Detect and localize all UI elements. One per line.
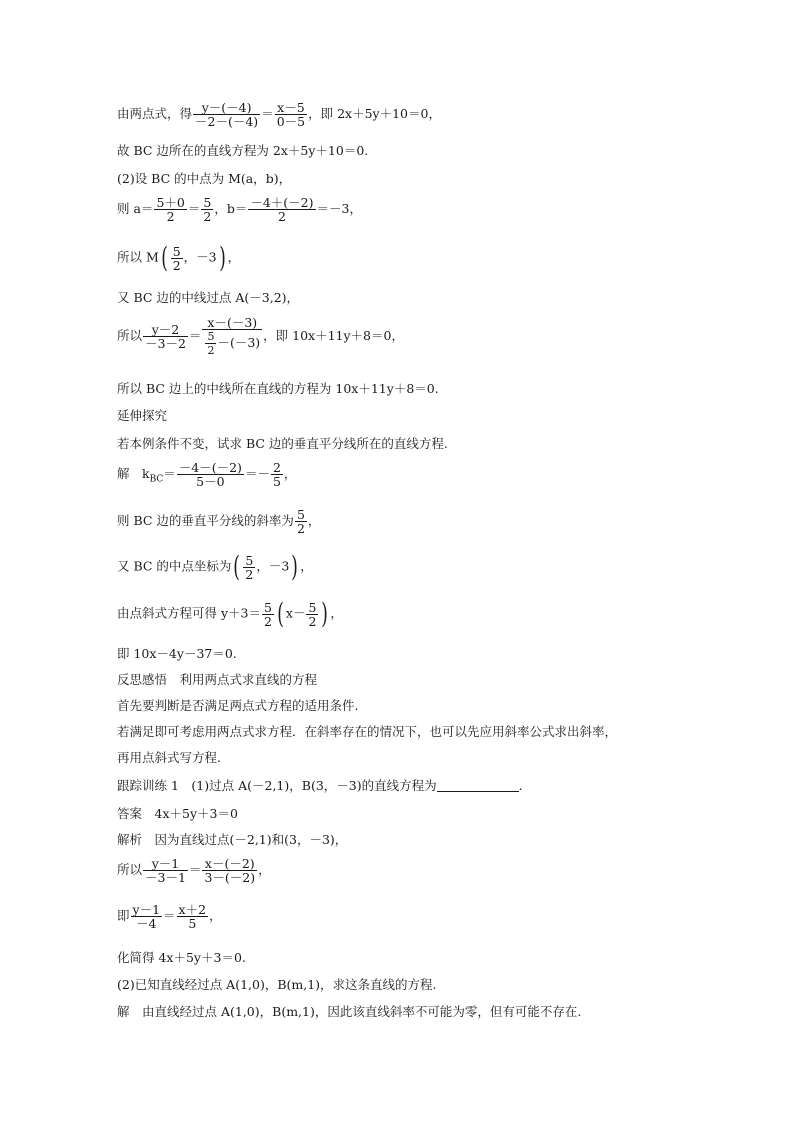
fraction bbox=[202, 857, 257, 884]
text: 又 BC 的中点坐标为 bbox=[117, 558, 232, 574]
numerator: 5＋0 bbox=[156, 195, 185, 210]
text: ，b＝ bbox=[214, 201, 248, 216]
fraction bbox=[306, 601, 318, 628]
denominator: 2 bbox=[296, 521, 305, 536]
denominator: 2 bbox=[203, 209, 212, 224]
text: 则 a＝ bbox=[117, 201, 154, 216]
right-paren: ) bbox=[218, 241, 226, 274]
text: ，－3 bbox=[183, 249, 217, 265]
text-line bbox=[117, 241, 241, 274]
text: 所以 bbox=[117, 328, 143, 343]
text-line bbox=[117, 461, 296, 488]
text-line: 答案 4x＋5y＋3＝0 bbox=[117, 806, 238, 821]
text: ＝ bbox=[188, 328, 202, 343]
denominator: 5－0 bbox=[196, 474, 225, 489]
text-line: 化简得 4x＋5y＋3＝0. bbox=[117, 950, 246, 965]
fraction bbox=[177, 461, 244, 488]
section-heading: 反思感悟 利用两点式求直线的方程 bbox=[117, 672, 318, 687]
numerator: 2 bbox=[272, 460, 281, 475]
numerator: 5 bbox=[245, 552, 254, 568]
text: ， bbox=[330, 605, 343, 621]
denominator: －4 bbox=[136, 916, 157, 931]
numerator: y－1 bbox=[132, 902, 161, 917]
text: 解 k bbox=[117, 466, 150, 481]
text: ， bbox=[209, 908, 222, 923]
fraction bbox=[201, 196, 213, 223]
text-line: 所以 BC 边上的中线所在直线的方程为 10x＋11y＋8＝0. bbox=[117, 381, 439, 396]
text-line: 首先要判断是否满足两点式方程的适用条件. bbox=[117, 698, 359, 713]
numerator: x＋2 bbox=[178, 902, 207, 917]
fraction bbox=[275, 101, 307, 128]
numerator: x－(－3) bbox=[202, 316, 262, 330]
text: 由两点式，得 bbox=[117, 106, 193, 121]
fraction bbox=[171, 245, 183, 272]
left-paren: ( bbox=[160, 241, 168, 274]
text: ，即 10x＋11y＋8＝0， bbox=[263, 328, 404, 343]
text: －(－3) bbox=[217, 335, 261, 350]
text-line bbox=[117, 508, 320, 535]
text: . bbox=[518, 778, 523, 793]
denominator: 2 bbox=[308, 613, 317, 629]
fraction bbox=[193, 101, 260, 128]
section-heading: 延伸探究 bbox=[117, 408, 168, 423]
text: ＝ bbox=[188, 862, 202, 877]
text-line: 又 BC 边的中线过点 A(－3,2)， bbox=[117, 290, 300, 305]
text: ＝ bbox=[163, 908, 176, 923]
denominator: 2 bbox=[166, 209, 175, 224]
text-line: (2)已知直线经过点 A(1,0)，B(m,1)，求这条直线的方程. bbox=[117, 977, 437, 992]
fraction bbox=[177, 903, 209, 930]
subscript: BC bbox=[149, 474, 164, 485]
fraction bbox=[248, 196, 315, 223]
text: ，－3 bbox=[256, 558, 290, 574]
denominator: －2－(－4) bbox=[195, 114, 259, 129]
left-paren: ( bbox=[233, 550, 241, 583]
text-line bbox=[117, 857, 271, 884]
right-paren: ) bbox=[291, 550, 299, 583]
text-line bbox=[117, 903, 222, 930]
numerator: 5 bbox=[203, 195, 212, 210]
text-line: 解析 因为直线过点(－2,1)和(3，－3)， bbox=[117, 832, 348, 847]
numerator: y－2 bbox=[143, 323, 188, 337]
numerator: －4－(－2) bbox=[178, 460, 242, 475]
denominator: 0－5 bbox=[276, 114, 306, 129]
text-line: 若本例条件不变，试求 BC 边的垂直平分线所在的直线方程. bbox=[117, 436, 448, 451]
text: 由点斜式方程可得 y＋3＝ bbox=[117, 605, 261, 621]
denominator: 5 bbox=[272, 474, 281, 489]
denominator: －3－1 bbox=[145, 870, 186, 885]
text-line bbox=[117, 101, 441, 128]
denominator: 2 bbox=[172, 257, 181, 273]
text: ＝ bbox=[261, 106, 274, 121]
denominator: 2 bbox=[245, 566, 254, 582]
fraction bbox=[143, 857, 188, 884]
text: 跟踪训练 1 (1)过点 A(－2,1)，B(3，－3)的直线方程为 bbox=[117, 778, 437, 793]
fraction bbox=[143, 323, 188, 350]
text: ，即 2x＋5y＋10＝0， bbox=[308, 106, 441, 121]
text: ， bbox=[283, 466, 297, 481]
fraction bbox=[262, 601, 274, 628]
numerator: －4＋(－2) bbox=[250, 195, 314, 210]
text-line bbox=[117, 196, 362, 223]
numerator: 5 bbox=[296, 507, 305, 522]
text-line: 即 10x－4y－37＝0. bbox=[117, 646, 237, 661]
numerator: 5 bbox=[207, 330, 215, 343]
denominator: －3－2 bbox=[145, 336, 186, 351]
numerator: y－1 bbox=[143, 857, 188, 871]
text-line: 解 由直线经过点 A(1,0)，B(m,1)，因此该直线斜率不可能为零，但有可能不存在. bbox=[117, 1004, 582, 1019]
denominator: 2 bbox=[264, 613, 272, 629]
fraction bbox=[271, 461, 283, 488]
fraction bbox=[205, 330, 216, 357]
text: ， bbox=[258, 862, 271, 877]
text-line bbox=[117, 778, 523, 794]
numerator: x－(－2) bbox=[202, 857, 257, 871]
text: ＝－ bbox=[244, 466, 270, 481]
numerator: y－(－4) bbox=[193, 101, 260, 115]
numerator: 5 bbox=[172, 243, 181, 259]
denominator: 5 bbox=[188, 916, 197, 931]
text: 所以 bbox=[117, 862, 143, 877]
text: ， bbox=[300, 558, 313, 574]
text: x－ bbox=[285, 605, 306, 621]
text: ＝－3， bbox=[316, 201, 362, 216]
text-line: (2)设 BC 的中点为 M(a，b)， bbox=[117, 171, 292, 186]
text-line: 故 BC 边所在的直线方程为 2x＋5y＋10＝0. bbox=[117, 143, 369, 158]
text: 则 BC 边的垂直平分线的斜率为 bbox=[117, 513, 294, 528]
fraction bbox=[131, 903, 163, 930]
text: ＝ bbox=[187, 201, 201, 216]
text-line bbox=[117, 316, 404, 357]
fraction bbox=[243, 554, 255, 581]
denominator: 3－(－2) bbox=[204, 870, 256, 885]
text-line: 再用点斜式写方程. bbox=[117, 750, 221, 765]
text-line: 若满足即可考虑用两点式求方程．在斜率存在的情况下，也可以先应用斜率公式求出斜率， bbox=[117, 724, 618, 739]
numerator: 5 bbox=[264, 599, 272, 615]
fraction bbox=[154, 196, 186, 223]
text: ， bbox=[307, 513, 321, 528]
answer-blank bbox=[437, 791, 519, 792]
denominator: 2 bbox=[207, 344, 215, 357]
text: ， bbox=[227, 249, 241, 265]
left-paren: ( bbox=[277, 597, 284, 630]
text: ＝ bbox=[163, 466, 176, 481]
numerator: 5 bbox=[308, 599, 317, 615]
numerator: x－5 bbox=[275, 101, 307, 115]
fraction bbox=[202, 316, 262, 357]
text: 所以 M bbox=[117, 249, 159, 265]
denominator: 2 bbox=[277, 209, 286, 224]
denominator bbox=[202, 330, 262, 357]
fraction bbox=[295, 508, 307, 535]
text: 即 bbox=[117, 908, 130, 923]
right-paren: ) bbox=[321, 597, 329, 630]
text-line bbox=[117, 597, 343, 630]
text-line bbox=[117, 550, 313, 583]
